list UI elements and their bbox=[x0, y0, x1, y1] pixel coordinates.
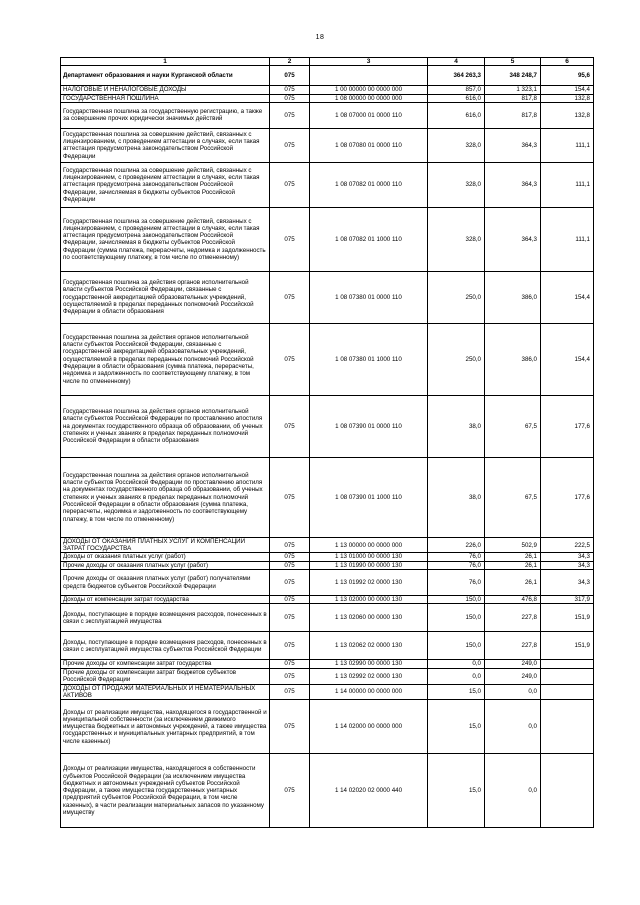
row-actual: 249,0 bbox=[485, 668, 541, 684]
row-admin-code: 075 bbox=[270, 66, 310, 86]
table-row bbox=[61, 684, 594, 700]
row-plan: 15,0 bbox=[428, 700, 485, 754]
table-row bbox=[61, 323, 594, 395]
row-plan: 0,0 bbox=[428, 660, 485, 668]
row-percent: 151,9 bbox=[541, 632, 594, 660]
row-actual: 0,0 bbox=[485, 754, 541, 828]
row-budget-code: 1 13 01990 00 0000 130 bbox=[310, 561, 428, 569]
row-admin-code: 075 bbox=[270, 86, 310, 94]
row-budget-code: 1 14 02020 02 0000 440 bbox=[310, 754, 428, 828]
table-row bbox=[61, 128, 594, 162]
row-percent: 151,9 bbox=[541, 604, 594, 632]
table-row bbox=[61, 395, 594, 457]
row-percent: 111,1 bbox=[541, 207, 594, 271]
row-percent: 154,4 bbox=[541, 271, 594, 323]
row-admin-code: 075 bbox=[270, 323, 310, 395]
row-plan: 616,0 bbox=[428, 102, 485, 128]
table-row bbox=[61, 271, 594, 323]
header-col-6: 6 bbox=[541, 58, 594, 66]
row-actual: 364,3 bbox=[485, 207, 541, 271]
row-name: Государственная пошлина за совершение действий, связанных с лицензированием, с проведением аттестации в случаях, если такая аттестация предусмотрена законодательством Российской Федерации, зачисляемая в бюджеты субъектов Российской Федерации (сумма платежа, перерасчеты, недоимка и задолженность по соответствующему платежу, в том числе по отмененному) bbox=[61, 207, 270, 271]
row-budget-code: 1 14 02000 00 0000 000 bbox=[310, 700, 428, 754]
row-admin-code: 075 bbox=[270, 754, 310, 828]
row-percent: 111,1 bbox=[541, 128, 594, 162]
row-percent: 177,6 bbox=[541, 457, 594, 537]
row-admin-code: 075 bbox=[270, 102, 310, 128]
header-col-4: 4 bbox=[428, 58, 485, 66]
row-admin-code: 075 bbox=[270, 162, 310, 207]
row-plan: 250,0 bbox=[428, 323, 485, 395]
row-admin-code: 075 bbox=[270, 395, 310, 457]
row-percent: 154,4 bbox=[541, 323, 594, 395]
row-name: Государственная пошлина за действия органов исполнительной власти субъектов Российской Федерации по проставлению апостиля на документах государственного образца об образовании, об ученых степенях и ученых званиях в пределах переданных полномочий Российской Федерации в области образования bbox=[61, 395, 270, 457]
row-admin-code: 075 bbox=[270, 553, 310, 561]
row-name: Прочие доходы от компенсации затрат государства bbox=[61, 660, 270, 668]
row-percent: 154,4 bbox=[541, 86, 594, 94]
row-percent bbox=[541, 754, 594, 828]
table-row bbox=[61, 537, 594, 553]
row-admin-code: 075 bbox=[270, 668, 310, 684]
row-plan: 328,0 bbox=[428, 162, 485, 207]
row-budget-code bbox=[310, 66, 428, 86]
row-budget-code: 1 08 07380 01 1000 110 bbox=[310, 323, 428, 395]
revenue-table bbox=[60, 57, 594, 828]
table-row bbox=[61, 660, 594, 668]
row-actual: 817,8 bbox=[485, 94, 541, 102]
row-budget-code: 1 08 07080 01 0000 110 bbox=[310, 128, 428, 162]
row-admin-code: 075 bbox=[270, 604, 310, 632]
row-plan: 15,0 bbox=[428, 754, 485, 828]
row-name: Доходы от реализации имущества, находящегося в собственности субъектов Российской Федерации (за исключением имущества бюджетных и автономных учреждений субъектов Российской Федерации, а также имущества государственных унитарных предприятий субъектов Российской Федерации, в том числе казенных), в части реализации материальных запасов по указанному имуществу bbox=[61, 754, 270, 828]
row-plan: 15,0 bbox=[428, 684, 485, 700]
row-name: Прочие доходы от оказания платных услуг (работ) получателями средств бюджетов субъектов Российской Федерации bbox=[61, 570, 270, 596]
page-number: 18 bbox=[315, 34, 325, 41]
row-admin-code: 075 bbox=[270, 570, 310, 596]
row-admin-code: 075 bbox=[270, 632, 310, 660]
table-row bbox=[61, 561, 594, 569]
row-percent: 177,6 bbox=[541, 395, 594, 457]
header-col-5: 5 bbox=[485, 58, 541, 66]
row-plan: 250,0 bbox=[428, 271, 485, 323]
row-actual: 386,0 bbox=[485, 271, 541, 323]
header-col-1: 1 bbox=[61, 58, 270, 66]
row-admin-code: 075 bbox=[270, 596, 310, 604]
row-plan: 328,0 bbox=[428, 128, 485, 162]
row-percent: 34,3 bbox=[541, 561, 594, 569]
table-row bbox=[61, 457, 594, 537]
row-admin-code: 075 bbox=[270, 207, 310, 271]
row-name: Государственная пошлина за действия органов исполнительной власти субъектов Российской Федерации по проставлению апостиля на документах государственного образца об образовании, об ученых степенях и ученых званиях в пределах переданных полномочий Российской Федерации в области образования (сумма платежа, перерасчеты, недоимка и задолженность по соответствующему платежу, в том числе по отмененному) bbox=[61, 457, 270, 537]
row-name: НАЛОГОВЫЕ И НЕНАЛОГОВЫЕ ДОХОДЫ bbox=[61, 86, 270, 94]
row-actual: 249,0 bbox=[485, 660, 541, 668]
row-admin-code: 075 bbox=[270, 457, 310, 537]
row-percent bbox=[541, 660, 594, 668]
row-budget-code: 1 08 07390 01 1000 110 bbox=[310, 457, 428, 537]
row-name: Государственная пошлина за действия органов исполнительной власти субъектов Российской Федерации, связанные с государственной аккредитацией образовательных учреждений, осуществляемой в пределах переданных полномочий Российской Федерации в области образования bbox=[61, 271, 270, 323]
table-row bbox=[61, 86, 594, 94]
row-actual: 817,8 bbox=[485, 102, 541, 128]
header-col-3: 3 bbox=[310, 58, 428, 66]
row-actual: 502,9 bbox=[485, 537, 541, 553]
row-plan: 38,0 bbox=[428, 395, 485, 457]
row-plan: 857,0 bbox=[428, 86, 485, 94]
row-percent: 222,5 bbox=[541, 537, 594, 553]
row-plan: 38,0 bbox=[428, 457, 485, 537]
row-percent: 34,3 bbox=[541, 570, 594, 596]
row-actual: 227,8 bbox=[485, 604, 541, 632]
table-row bbox=[61, 754, 594, 828]
row-plan: 150,0 bbox=[428, 632, 485, 660]
row-name: Прочие доходы от компенсации затрат бюджетов субъектов Российской Федерации bbox=[61, 668, 270, 684]
row-actual: 26,1 bbox=[485, 570, 541, 596]
row-name: Департамент образования и науки Курганской области bbox=[61, 66, 270, 86]
table-row bbox=[61, 700, 594, 754]
table-row bbox=[61, 604, 594, 632]
row-budget-code: 1 13 02060 00 0000 130 bbox=[310, 604, 428, 632]
row-plan: 0,0 bbox=[428, 668, 485, 684]
row-budget-code: 1 13 01000 00 0000 130 bbox=[310, 553, 428, 561]
table-row bbox=[61, 207, 594, 271]
row-admin-code: 075 bbox=[270, 684, 310, 700]
row-budget-code: 1 08 07380 01 0000 110 bbox=[310, 271, 428, 323]
row-name: Доходы, поступающие в порядке возмещения расходов, понесенных в связи с эксплуатацией имущества субъектов Российской Федерации bbox=[61, 632, 270, 660]
row-actual: 26,1 bbox=[485, 553, 541, 561]
row-budget-code: 1 00 00000 00 0000 000 bbox=[310, 86, 428, 94]
row-budget-code: 1 13 02000 00 0000 130 bbox=[310, 596, 428, 604]
row-actual: 1 323,1 bbox=[485, 86, 541, 94]
row-budget-code: 1 14 00000 00 0000 000 bbox=[310, 684, 428, 700]
row-name: Государственная пошлина за совершение действий, связанных с лицензированием, с проведением аттестации в случаях, если такая аттестация предусмотрена законодательством Российской Федерации, зачисляемая в бюджеты субъектов Российской Федерации bbox=[61, 162, 270, 207]
row-admin-code: 075 bbox=[270, 660, 310, 668]
row-budget-code: 1 08 07082 01 0000 110 bbox=[310, 162, 428, 207]
row-budget-code: 1 13 01992 02 0000 130 bbox=[310, 570, 428, 596]
row-budget-code: 1 13 02062 02 0000 130 bbox=[310, 632, 428, 660]
row-percent: 132,8 bbox=[541, 102, 594, 128]
row-name: Прочие доходы от оказания платных услуг (работ) bbox=[61, 561, 270, 569]
row-percent: 95,6 bbox=[541, 66, 594, 86]
row-name: Доходы от компенсации затрат государства bbox=[61, 596, 270, 604]
row-budget-code: 1 08 00000 00 0000 000 bbox=[310, 94, 428, 102]
row-budget-code: 1 08 07390 01 0000 110 bbox=[310, 395, 428, 457]
row-admin-code: 075 bbox=[270, 128, 310, 162]
table-row bbox=[61, 66, 594, 86]
row-name: Государственная пошлина за действия органов исполнительной власти субъектов Российской Федерации, связанные с государственной аккредитацией образовательных учреждений, осуществляемой в пределах переданных полномочий Российской Федерации в области образования (сумма платежа, перерасчеты, недоимка и задолженность по соответствующему платежу, в том числе по отмененному) bbox=[61, 323, 270, 395]
table-header-row bbox=[61, 58, 594, 66]
header-col-2: 2 bbox=[270, 58, 310, 66]
row-actual: 0,0 bbox=[485, 684, 541, 700]
row-actual: 348 248,7 bbox=[485, 66, 541, 86]
row-plan: 76,0 bbox=[428, 561, 485, 569]
row-actual: 67,5 bbox=[485, 457, 541, 537]
row-name: ДОХОДЫ ОТ ОКАЗАНИЯ ПЛАТНЫХ УСЛУГ И КОМПЕНСАЦИИ ЗАТРАТ ГОСУДАРСТВА bbox=[61, 537, 270, 553]
row-name: ГОСУДАРСТВЕННАЯ ПОШЛИНА bbox=[61, 94, 270, 102]
table-row bbox=[61, 596, 594, 604]
row-percent bbox=[541, 684, 594, 700]
table-row bbox=[61, 570, 594, 596]
row-plan: 616,0 bbox=[428, 94, 485, 102]
row-plan: 364 263,3 bbox=[428, 66, 485, 86]
table-row bbox=[61, 162, 594, 207]
table-row bbox=[61, 632, 594, 660]
row-percent: 132,8 bbox=[541, 94, 594, 102]
row-name: ДОХОДЫ ОТ ПРОДАЖИ МАТЕРИАЛЬНЫХ И НЕМАТЕРИАЛЬНЫХ АКТИВОВ bbox=[61, 684, 270, 700]
row-percent bbox=[541, 668, 594, 684]
row-percent: 111,1 bbox=[541, 162, 594, 207]
row-name: Государственная пошлина за государственную регистрацию, а также за совершение прочих юридически значимых действий bbox=[61, 102, 270, 128]
row-plan: 226,0 bbox=[428, 537, 485, 553]
row-admin-code: 075 bbox=[270, 94, 310, 102]
row-name: Государственная пошлина за совершение действий, связанных с лицензированием, с проведением аттестации в случаях, если такая аттестация предусмотрена законодательством Российской Федерации bbox=[61, 128, 270, 162]
row-actual: 0,0 bbox=[485, 700, 541, 754]
row-actual: 67,5 bbox=[485, 395, 541, 457]
table-row bbox=[61, 553, 594, 561]
row-budget-code: 1 08 07082 01 1000 110 bbox=[310, 207, 428, 271]
row-budget-code: 1 13 02990 00 0000 130 bbox=[310, 660, 428, 668]
row-plan: 76,0 bbox=[428, 570, 485, 596]
row-actual: 227,8 bbox=[485, 632, 541, 660]
row-name: Доходы от оказания платных услуг (работ) bbox=[61, 553, 270, 561]
row-budget-code: 1 08 07000 01 0000 110 bbox=[310, 102, 428, 128]
row-plan: 150,0 bbox=[428, 596, 485, 604]
row-actual: 364,3 bbox=[485, 162, 541, 207]
table-row bbox=[61, 668, 594, 684]
row-budget-code: 1 13 02992 02 0000 130 bbox=[310, 668, 428, 684]
row-plan: 328,0 bbox=[428, 207, 485, 271]
table-row bbox=[61, 102, 594, 128]
row-name: Доходы, поступающие в порядке возмещения расходов, понесенных в связи с эксплуатацией имущества bbox=[61, 604, 270, 632]
row-actual: 26,1 bbox=[485, 561, 541, 569]
row-percent bbox=[541, 700, 594, 754]
row-actual: 364,3 bbox=[485, 128, 541, 162]
row-budget-code: 1 13 00000 00 0000 000 bbox=[310, 537, 428, 553]
row-plan: 150,0 bbox=[428, 604, 485, 632]
row-admin-code: 075 bbox=[270, 537, 310, 553]
row-actual: 386,0 bbox=[485, 323, 541, 395]
row-admin-code: 075 bbox=[270, 700, 310, 754]
row-percent: 34,3 bbox=[541, 553, 594, 561]
row-actual: 476,8 bbox=[485, 596, 541, 604]
row-percent: 317,9 bbox=[541, 596, 594, 604]
row-name: Доходы от реализации имущества, находящегося в государственной и муниципальной собственности (за исключением движимого имущества бюджетных и автономных учреждений, а также имущества государственных и муниципальных унитарных предприятий, в том числе казенных) bbox=[61, 700, 270, 754]
row-admin-code: 075 bbox=[270, 561, 310, 569]
table-row bbox=[61, 94, 594, 102]
row-admin-code: 075 bbox=[270, 271, 310, 323]
row-plan: 76,0 bbox=[428, 553, 485, 561]
